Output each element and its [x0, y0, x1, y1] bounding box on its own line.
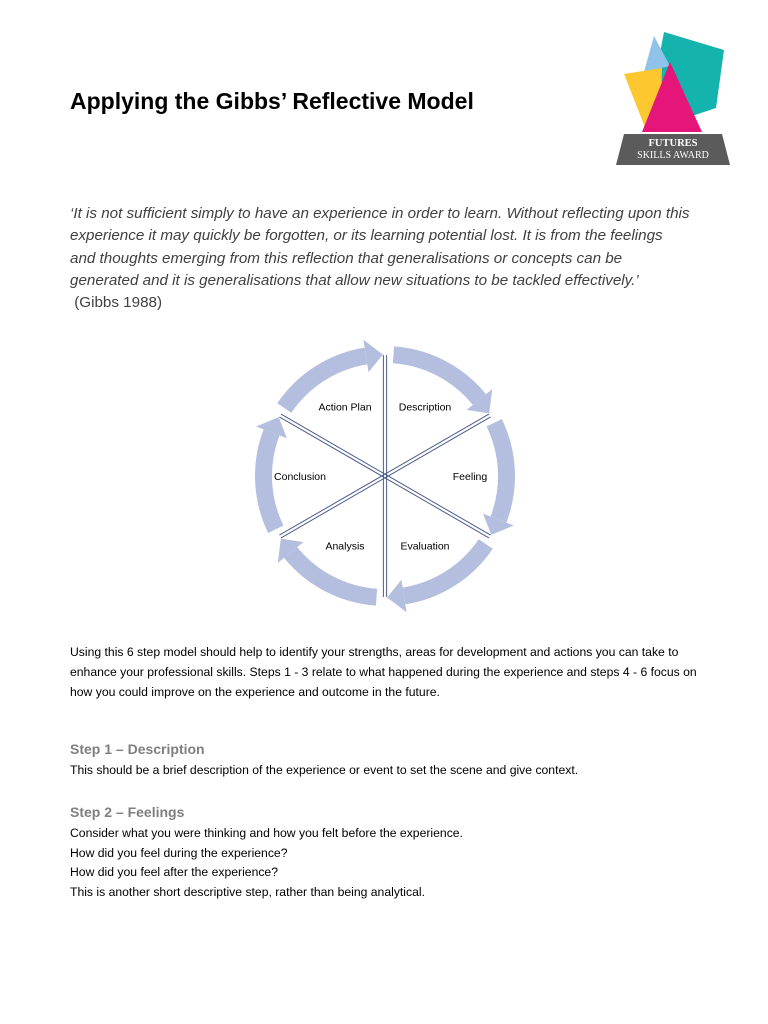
quote-citation: (Gibbs 1988): [74, 294, 163, 312]
step-1-body: [70, 760, 710, 780]
cycle-spoke-line: [281, 414, 386, 475]
cycle-arrow-segment: [393, 346, 486, 405]
step-1-line: This should be a brief description of the experience or event to set the scene and give context.: [70, 763, 579, 777]
intro-paragraph: Using this 6 step model should help to identify your strengths, areas for development and actions you can take to enhance your professional skills. Steps 1 - 3 relate to what happened during the experience and steps 4 - 6 focus on how you could improve on the experience and outcome in the future.: [70, 645, 697, 699]
cycle-spoke-line: [386, 417, 491, 477]
logo-text-futures: FUTURES: [648, 138, 698, 149]
cycle-arrow-segment: [487, 419, 515, 523]
step-2-body: [70, 823, 710, 901]
cycle-spoke-line: [281, 477, 386, 538]
cycle-spoke-line: [279, 475, 384, 536]
cycle-stage-label: Conclusion: [274, 471, 326, 483]
step-2-heading: Step 2 – Feelings: [70, 804, 185, 820]
step-2-line: How did you feel after the experience?: [70, 865, 278, 879]
page-title: Applying the Gibbs’ Reflective Model: [70, 88, 474, 114]
cycle-spoke-line: [279, 417, 384, 477]
cycle-arrow-head: [387, 580, 406, 613]
quote-text: ‘It is not sufficient simply to have an experience in order to learn. Without reflecting upon this experience it may quickly be forgotten, or its learning potential lost. It is from the feelings and thoughts emerging from this reflection that generalisations or concepts can be generated and it is generalisations that allow new situations to be tackled effectively.’: [70, 205, 690, 289]
cycle-spoke-line: [386, 475, 491, 536]
cycle-arrow-head: [363, 340, 382, 373]
futures-skills-award-logo: [612, 30, 734, 166]
step-2-line: How did you feel during the experience?: [70, 845, 288, 860]
step-2-line: This is another short descriptive step, rather than being analytical.: [70, 884, 425, 899]
cycle-spoke-line: [384, 414, 489, 475]
cycle-stage-label: Analysis: [325, 540, 365, 553]
cycle-stage-label: Evaluation: [400, 540, 450, 553]
logo-text-skills-award: SKILLS AWARD: [637, 150, 709, 161]
cycle-arrow-segment: [284, 547, 377, 606]
cycle-stage-label: Action Plan: [318, 401, 372, 414]
cycle-stage-label: Feeling: [452, 471, 488, 483]
gibbs-reflective-cycle-diagram: [240, 338, 530, 614]
step-2-line: Consider what you were thinking and how you felt before the experience.: [70, 826, 463, 840]
cycle-stage-label: Description: [398, 401, 452, 414]
gibbs-quote: [70, 203, 690, 314]
step-1-heading: Step 1 – Description: [70, 741, 205, 757]
cycle-spoke-line: [384, 477, 489, 538]
